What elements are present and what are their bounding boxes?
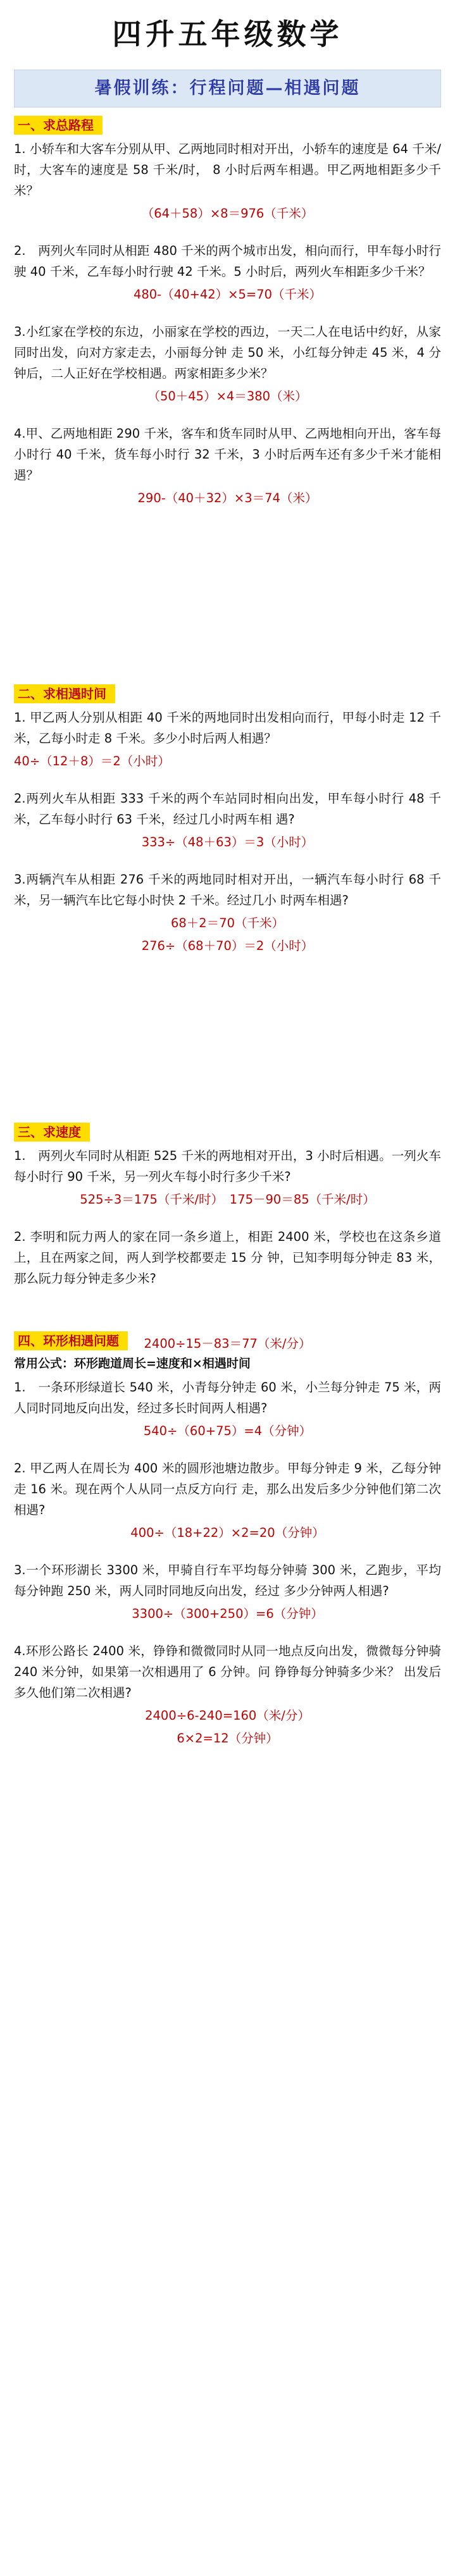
problem-item — [14, 139, 441, 224]
problem-answer: 400÷（18+22）×2=20（分钟） — [130, 1525, 325, 1540]
problem-question: 3.两辆汽车从相距 276 千米的两地同时相对开出，一辆汽车每小时行 68 千米，另一辆汽车比它每小时快 2 千米。经过几小 时两车相遇? — [14, 872, 441, 908]
problem-item — [14, 788, 441, 853]
problem-question: 1. 两列火车同时从相距 525 千米的两地相对开出，3 小时后相遇。一列火车每小时行 90 千米，另一列火车每小时行多少千米? — [14, 1149, 441, 1184]
problem-answer: （64＋58）×8＝976（千米） — [141, 206, 314, 221]
problem-question: 1. 小轿车和大客车分别从甲、乙两地同时相对开出，小轿车的速度是 64 千米/时，大客车的速度是 58 千米/时， 8 小时后两车相遇。甲乙两地相距多少千米？ — [14, 142, 441, 198]
problem-question: 4.甲、乙两地相距 290 千米，客车和货车同时从甲、乙两地相向开出，客车每小时行 40 千米，货车每小时行 32 千米，3 小时后两车还有多少千米才能相遇？ — [14, 426, 441, 483]
section-meeting-time — [14, 684, 441, 956]
section-heading: 一、求总路程 — [14, 116, 103, 135]
problem-item — [14, 321, 441, 407]
problem-question: 2. 两列火车同时从相距 480 千米的两个城市出发，相向而行，甲车每小时行驶 40 千米，乙车每小时行驶 42 千米。5 小时后，两列火车相距多少千米？ — [14, 243, 441, 279]
problem-answer: 2400÷15－83＝77（米/分） — [144, 1336, 311, 1351]
problem-item — [14, 707, 441, 772]
page-title: 四升五年级数学 — [112, 17, 343, 51]
problem-item — [14, 423, 441, 508]
section-total-distance — [14, 116, 441, 508]
problem-item — [14, 869, 441, 956]
problem-question: 3.小红家在学校的东边，小丽家在学校的西边，一天二人在电话中约好，从家同时出发，向对方家走去，小丽每分钟 走 50 米，小红每分钟走 45 米，4 分钟后，二人正好在学校相遇。两家相距多少米？ — [14, 324, 441, 381]
problem-answer: 68＋2＝70（千米） — [170, 916, 285, 930]
page-subtitle: 暑假训练：行程问题—相遇问题 — [14, 70, 441, 108]
problem-answer: 6×2=12（分钟） — [177, 1731, 278, 1746]
problem-answer: 276÷（68＋70）＝2（小时） — [141, 939, 314, 953]
problem-question: 3.一个环形湖长 3300 米，甲骑自行车平均每分钟骑 300 米，乙跑步，平均每分钟跑 250 米，两人同时同地反向出发，经过 多少分钟两人相遇? — [14, 1563, 441, 1598]
problem-answer: 525÷3＝175（千米/时） 175－90＝85（千米/时） — [80, 1192, 375, 1207]
section-heading: 二、求相遇时间 — [14, 684, 115, 703]
problem-answer: 540÷（60+75）=4（分钟） — [143, 1424, 312, 1438]
section-formula: 常用公式：环形跑道周长=速度和×相遇时间 — [14, 1357, 251, 1371]
problem-question: 4.环形公路长 2400 米，铮铮和微微同时从同一地点反向出发，微微每分钟骑 240 米分钟，如果第一次相遇用了 6 分钟。问 铮铮每分钟骑多少米？ 出发后多久他们第二次相遇? — [14, 1644, 441, 1700]
problem-answer: 333÷（48＋63）＝3（小时） — [141, 835, 314, 849]
problem-item — [14, 1145, 441, 1210]
problem-question: 1. 甲乙两人分别从相距 40 千米的两地同时出发相向而行，甲每小时走 12 千米，乙每小时走 8 千米。多少小时后两人相遇？ — [14, 710, 441, 746]
section-circular-meeting — [14, 1331, 441, 1749]
problem-answer: 290-（40＋32）×3＝74（米） — [137, 491, 318, 505]
problem-item — [14, 240, 441, 305]
problem-question: 2.两列火车从相距 333 千米的两个车站同时相向出发，甲车每小时行 48 千米，乙车每小时行 63 千米，经过几小时两车相 遇? — [14, 791, 441, 827]
problem-answer: 2400÷6-240=160（米/分） — [145, 1708, 310, 1723]
problem-answer: （50＋45）×4＝380（米） — [147, 389, 308, 404]
section-heading: 四、环形相遇问题 — [14, 1331, 128, 1350]
problem-question: 2. 李明和阮力两人的家在同一条乡道上，相距 2400 米，学校也在这条乡道上，且在两家之间，两人到学校都要走 15 分 钟，已知李明每分钟走 83 米，那么阮力每分钟走多少米? — [14, 1229, 441, 1286]
problem-answer: 40÷（12＋8）＝2（小时） — [14, 754, 170, 768]
problem-item — [14, 1458, 441, 1543]
problem-item — [14, 1560, 441, 1624]
problem-item — [14, 1641, 441, 1749]
problem-item — [14, 1377, 441, 1441]
section-speed — [14, 1123, 441, 1354]
problem-answer: 3300÷（300+250）=6（分钟） — [132, 1606, 323, 1621]
problem-question: 2. 甲乙两人在周长为 400 米的圆形池塘边散步。甲每分钟走 9 米，乙每分钟走 16 米。现在两个人从同一点反方向行 走，那么出发后多少分钟他们第二次相遇? — [14, 1461, 441, 1517]
problem-answer: 480-（40+42）×5=70（千米） — [133, 287, 322, 302]
problem-question: 1. 一条环形绿道长 540 米，小青每分钟走 60 米，小兰每分钟走 75 米，两人同时同地反向出发，经过多长时间两人相遇? — [14, 1380, 441, 1415]
section-heading: 三、求速度 — [14, 1123, 90, 1142]
